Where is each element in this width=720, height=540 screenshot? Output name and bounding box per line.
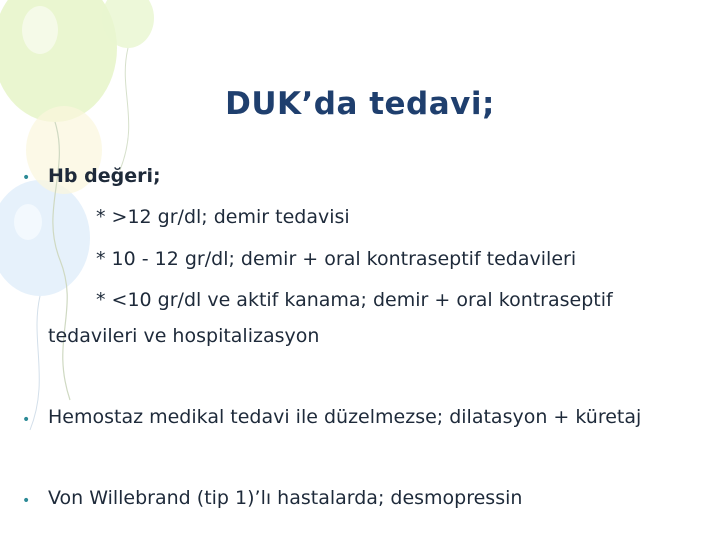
bullet-marker: •	[22, 493, 31, 509]
sub-item-text: * <10 gr/dl ve aktif kanama; demir + oral kontraseptif	[96, 289, 613, 311]
bullet-text: Von Willebrand (tip 1)’lı hastalarda; desmopressin	[48, 487, 523, 509]
balloon-shape	[14, 204, 42, 240]
balloon-shape	[22, 6, 58, 54]
slide-title: DUK’da tedavi;	[225, 86, 495, 122]
balloon-shape	[0, 180, 90, 296]
bullet-marker: •	[22, 412, 31, 428]
bullet-text: Hemostaz medikal tedavi ile düzelmezse; dilatasyon + küretaj	[48, 406, 642, 428]
sub-item-text: * >12 gr/dl; demir tedavisi	[96, 206, 350, 228]
bullet-marker: •	[22, 170, 31, 186]
sub-item-continuation: tedavileri ve hospitalizasyon	[48, 325, 320, 347]
balloon-string	[30, 296, 40, 430]
sub-item-text: * 10 - 12 gr/dl; demir + oral kontraseptif tedavileri	[96, 248, 577, 270]
bullet-text: Hb değeri;	[48, 165, 161, 187]
